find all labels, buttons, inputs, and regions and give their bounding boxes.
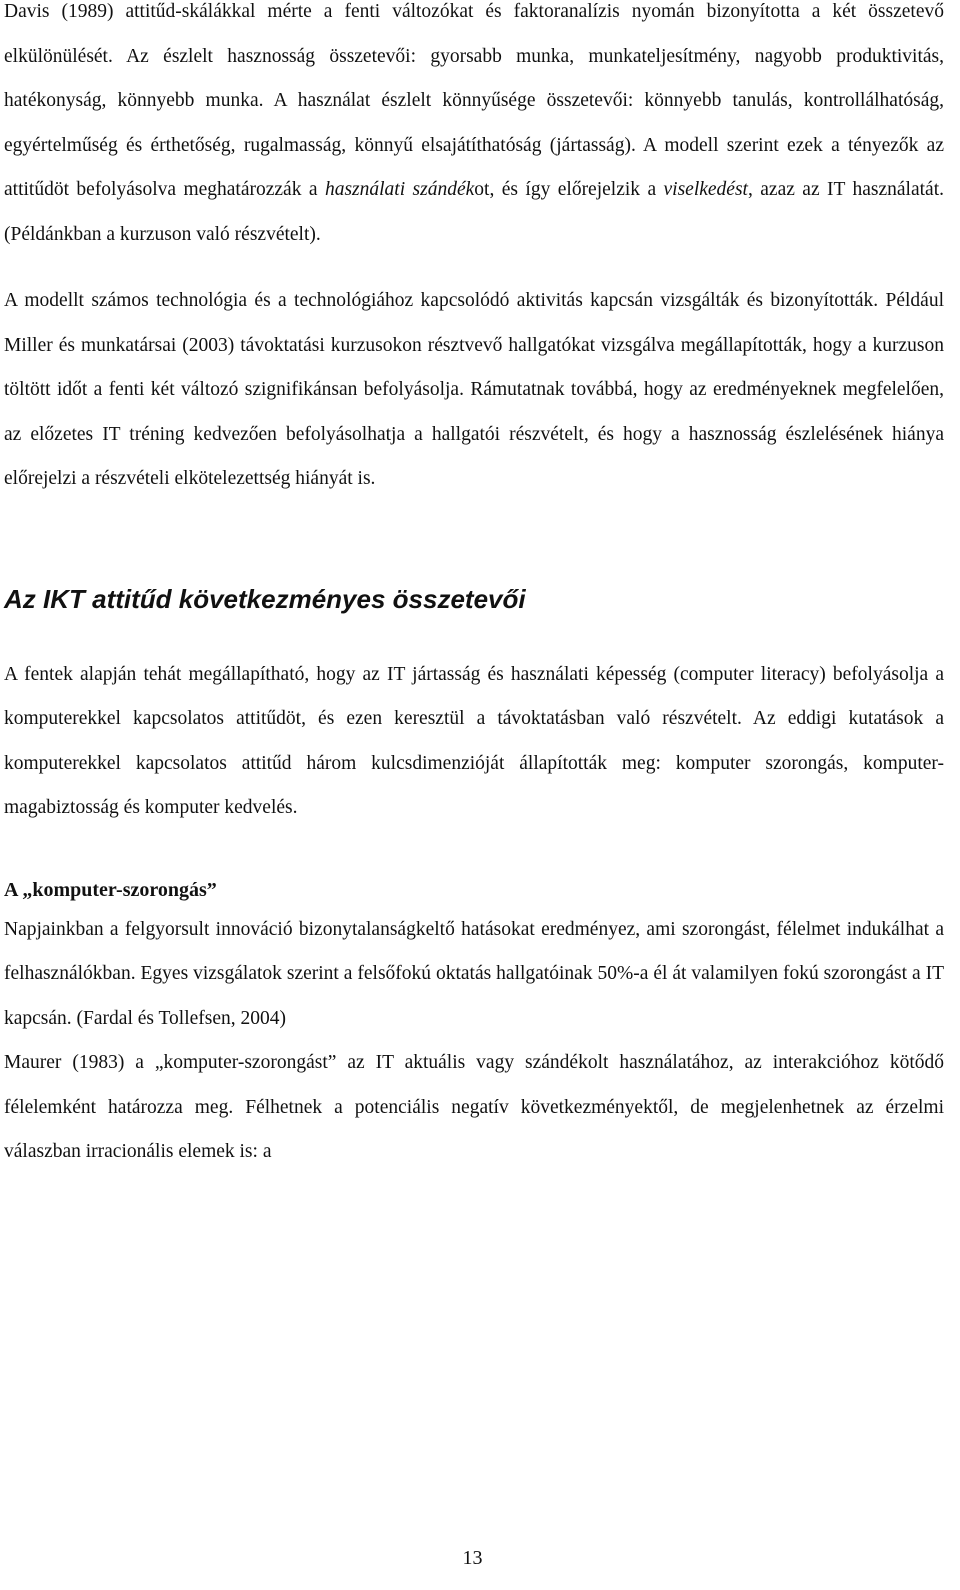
text-run: , azaz az IT használatát. (Példánkban a kurzuson való részvételt). bbox=[4, 179, 944, 245]
subsection-heading: A „komputer-szorongás” bbox=[4, 878, 217, 901]
italic-text-run: viselkedést bbox=[663, 179, 748, 200]
text-run: Davis (1989) attitűd-skálákkal mérte a fenti változókat és faktoranalízis nyomán bizonyította a két összetevő elkülönülését. Az észlelt hasznosság összetevői: gyorsabb munka, munkateljesítmény, nagyobb produktivitás, hatékonyság, könnyebb munka. A használat észlelt könnyűsége összetevői: könnyebb tanulás, kontrollálhatóság, egyértelműség és érthetőség, rugalmasság, könnyű elsajátíthatóság (jártasság). A modell szerint ezek a tényezők az attitűdöt befolyásolva meghatározzák a bbox=[4, 1, 944, 200]
paragraph-anxiety-intro bbox=[4, 908, 944, 1042]
paragraph-maurer-definition bbox=[4, 1041, 944, 1175]
section-heading: Az IKT attitűd következményes összetevői bbox=[4, 583, 526, 614]
text-run: Napjainkban a felgyorsult innováció bizonytalanságkeltő hatásokat eredményez, ami szorongást, félelmet indukálhat a felhasználókban. Egyes vizsgálatok szerint a felsőfokú oktatás hallgatóinak 50%-a él át valamilyen fokú szorongást a IT kapcsán. (Fardal és Tollefsen, 2004) bbox=[4, 918, 944, 1029]
text-run: A modellt számos technológia és a technológiához kapcsolódó aktivitás kapcsán vizsgálták és bizonyították. Például Miller és munkatársai (2003) távoktatási kurzusokon résztvevő hallgatókat vizsgálva megállapították, hogy a kurzuson töltött időt a fenti két változó szignifikánsan befolyásolja. Rámutatnak továbbá, hogy az eredményeknek megfelelően, az előzetes IT tréning kedvezően befolyásolhatja a hallgatói részvételt, és hogy a hasznosság észlelésének hiánya előrejelzi a részvételi elkötelezettség hiányát is. bbox=[4, 290, 944, 489]
italic-text-run: használati szándék bbox=[324, 179, 475, 200]
document-page bbox=[4, 0, 944, 1175]
text-run: ot, és így előrejelzik a bbox=[474, 179, 664, 200]
text-run: A fentek alapján tehát megállapítható, hogy az IT jártasság és használati képesség (computer literacy) befolyásolja a komputerekkel kapcsolatos attitűdöt, és ezen keresztül a távoktatásban való részvételt. Az eddigi kutatások a komputerekkel kapcsolatos attitűd három kulcsdimenzióját állapították meg: komputer szorongás, komputer-magabiztosság és komputer kedvelés. bbox=[4, 663, 944, 818]
paragraph-attitude-dimensions bbox=[4, 653, 944, 831]
paragraph-davis-model bbox=[4, 0, 944, 257]
page-number: 13 bbox=[462, 1547, 483, 1569]
text-run: Maurer (1983) a „komputer-szorongást” az IT aktuális vagy szándékolt használatához, az interakcióhoz kötődő félelemként határozza meg. Félhetnek a potenciális negatív következményektől, de megjelenhetnek az érzelmi válaszban irracionális elemek is: a bbox=[4, 1052, 944, 1162]
paragraph-model-validation bbox=[4, 279, 944, 502]
